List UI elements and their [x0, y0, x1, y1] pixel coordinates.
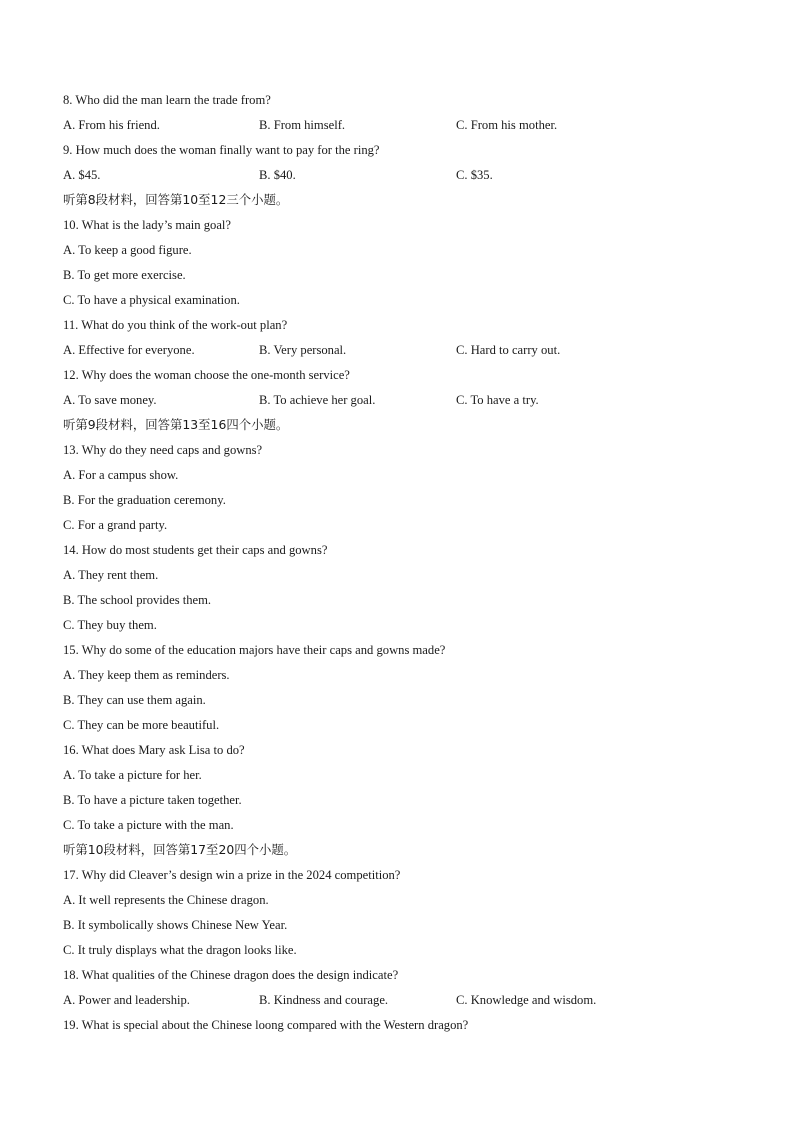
- section-heading-9: 听第9段材料，回答第13至16四个小题。: [63, 417, 289, 432]
- option-11b: B. Very personal.: [259, 343, 347, 357]
- option-17c: C. It truly displays what the dragon looks like.: [63, 943, 297, 957]
- option-15b: B. They can use them again.: [63, 693, 206, 707]
- question-10: 10. What is the lady’s main goal?: [63, 218, 231, 232]
- question-18: 18. What qualities of the Chinese dragon does the design indicate?: [63, 968, 399, 982]
- option-14c: C. They buy them.: [63, 618, 157, 632]
- option-12c: C. To have a try.: [456, 393, 539, 407]
- question-16: 16. What does Mary ask Lisa to do?: [63, 743, 245, 757]
- option-9c: C. $35.: [456, 168, 493, 182]
- option-8c: C. From his mother.: [456, 118, 558, 132]
- options-18: [63, 990, 743, 1015]
- option-9b: B. $40.: [259, 168, 296, 182]
- option-17b: B. It symbolically shows Chinese New Year.: [63, 918, 288, 932]
- option-18c: C. Knowledge and wisdom.: [456, 993, 597, 1007]
- option-10a: A. To keep a good figure.: [63, 243, 192, 257]
- question-13: 13. Why do they need caps and gowns?: [63, 443, 263, 457]
- option-8a: A. From his friend.: [63, 118, 160, 132]
- option-14b: B. The school provides them.: [63, 593, 212, 607]
- section-heading-10: 听第10段材料，回答第17至20四个小题。: [63, 842, 297, 857]
- exam-page: [63, 90, 743, 1040]
- option-8b: B. From himself.: [259, 118, 346, 132]
- option-18b: B. Kindness and courage.: [259, 993, 389, 1007]
- options-12: [63, 390, 743, 415]
- option-16b: B. To have a picture taken together.: [63, 793, 242, 807]
- question-17: 17. Why did Cleaver’s design win a prize in the 2024 competition?: [63, 868, 401, 882]
- option-16a: A. To take a picture for her.: [63, 768, 202, 782]
- option-11a: A. Effective for everyone.: [63, 343, 195, 357]
- option-13a: A. For a campus show.: [63, 468, 179, 482]
- question-14: 14. How do most students get their caps and gowns?: [63, 543, 328, 557]
- options-9: [63, 165, 743, 190]
- option-16c: C. To take a picture with the man.: [63, 818, 234, 832]
- question-8: 8. Who did the man learn the trade from?: [63, 93, 271, 107]
- option-17a: A. It well represents the Chinese dragon.: [63, 893, 269, 907]
- option-10b: B. To get more exercise.: [63, 268, 186, 282]
- question-15: 15. Why do some of the education majors have their caps and gowns made?: [63, 643, 446, 657]
- options-11: [63, 340, 743, 365]
- options-8: [63, 115, 743, 140]
- question-11: 11. What do you think of the work-out plan?: [63, 318, 288, 332]
- section-heading-8: 听第8段材料，回答第10至12三个小题。: [63, 192, 289, 207]
- question-9: 9. How much does the woman finally want to pay for the ring?: [63, 143, 380, 157]
- option-12a: A. To save money.: [63, 393, 157, 407]
- option-14a: A. They rent them.: [63, 568, 159, 582]
- option-11c: C. Hard to carry out.: [456, 343, 561, 357]
- question-12: 12. Why does the woman choose the one-month service?: [63, 368, 350, 382]
- option-15a: A. They keep them as reminders.: [63, 668, 230, 682]
- option-18a: A. Power and leadership.: [63, 993, 190, 1007]
- option-9a: A. $45.: [63, 168, 101, 182]
- option-13c: C. For a grand party.: [63, 518, 168, 532]
- question-19: 19. What is special about the Chinese loong compared with the Western dragon?: [63, 1018, 469, 1032]
- option-15c: C. They can be more beautiful.: [63, 718, 220, 732]
- option-12b: B. To achieve her goal.: [259, 393, 376, 407]
- option-10c: C. To have a physical examination.: [63, 293, 240, 307]
- option-13b: B. For the graduation ceremony.: [63, 493, 226, 507]
